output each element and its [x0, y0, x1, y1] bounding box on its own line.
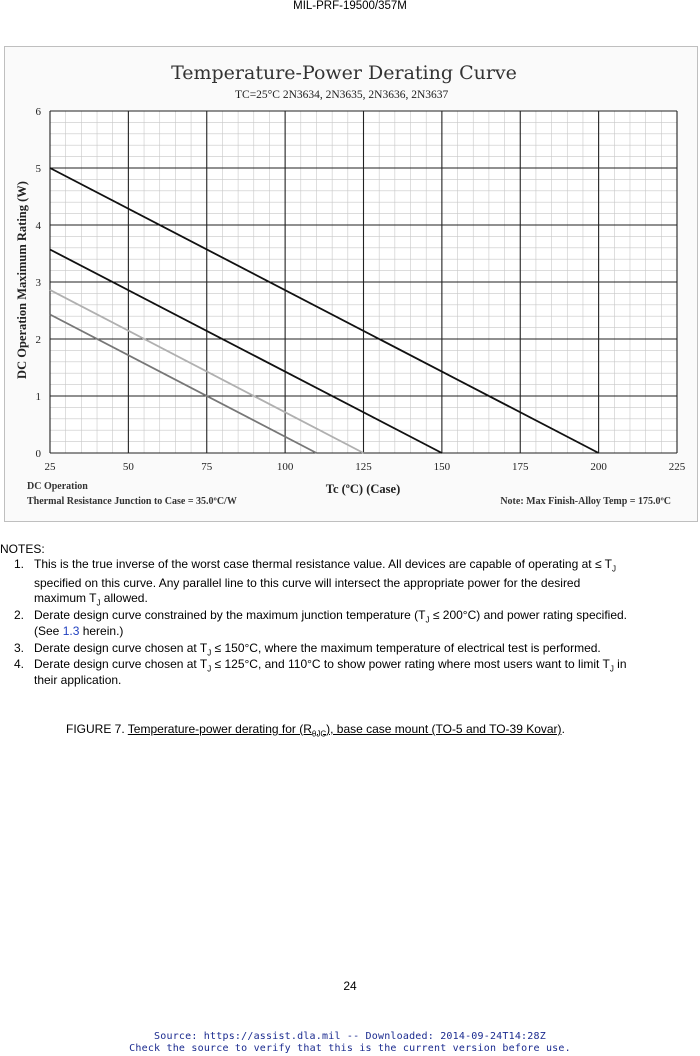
- x-tick-label: 100: [276, 461, 294, 473]
- note-1-line-2: specified on this curve. Any parallel line to this curve will intersect the appropriate power for the desired: [34, 576, 581, 590]
- note-4-line-1: Derate design curve chosen at $T_J \le 125^\circ C$, and 110°C to show power rating where most users want to limit $T_J$ in: [34, 657, 627, 674]
- y-tick-label: 0: [35, 448, 41, 460]
- note-4-line-2: their application.: [34, 673, 122, 687]
- note-2-line-2: (See 1.3 herein.): [34, 624, 124, 638]
- x-tick-label: 75: [201, 461, 213, 473]
- note-3-number: 3.: [14, 641, 25, 655]
- x-tick-label: 150: [433, 461, 451, 473]
- document-header: MIL-PRF-19500/357M: [293, 0, 407, 12]
- x-axis-label: Tc (ºC) (Case): [325, 482, 401, 496]
- figure-caption-title: Temperature-power derating for $(R_{\theta JC})$, base case mount (TO-5 and TO-39 Kovar): [127, 722, 562, 739]
- figure-caption: FIGURE 7. Temperature-power derating for $(R_{\theta JC})$, base case mount (TO-5 and TO-39 Kovar).: [66, 722, 565, 739]
- derating-chart: [4, 46, 698, 522]
- x-tick-label: 200: [590, 461, 607, 473]
- annotation-max-alloy-temp: Note: Max Finish-Alloy Temp = 175.0ºC: [500, 496, 671, 507]
- x-tick-label: 125: [355, 461, 372, 473]
- note-2-number: 2.: [14, 608, 25, 622]
- note-1-number: 1.: [14, 557, 25, 571]
- chart-subtitle: TC=25°C 2N3634, 2N3635, 2N3636, 2N3637: [235, 89, 449, 101]
- x-tick-label: 175: [512, 461, 529, 473]
- x-tick-label: 25: [44, 461, 56, 473]
- y-tick-label: 5: [35, 163, 41, 175]
- y-tick-label: 1: [35, 391, 41, 403]
- chart-canvas: [5, 47, 697, 521]
- note-2-line-1: Derate design curve constrained by the maximum junction temperature $(T_J \le 200^\circ C)$ and power rating specified.: [34, 608, 628, 625]
- y-axis-label: DC Operation Maximum Rating (W): [15, 181, 29, 379]
- y-tick-label: 2: [35, 334, 41, 346]
- chart-title: Temperature-Power Derating Curve: [171, 62, 517, 84]
- y-tick-label: 6: [35, 106, 41, 118]
- footer-verify-line: Check the source to verify that this is the current version before use.: [129, 1043, 571, 1054]
- annotation-thermal-resistance: Thermal Resistance Junction to Case = 35.0ºC/W: [27, 496, 237, 507]
- paragraph-1-3-link[interactable]: 1.3: [62, 624, 80, 638]
- y-tick-label: 4: [35, 220, 41, 232]
- x-tick-label: 50: [122, 461, 134, 473]
- notes-heading: NOTES:: [0, 542, 45, 556]
- y-tick-label: 3: [35, 277, 41, 289]
- footer-source-line: Source: https://assist.dla.mil -- Downloaded: 2014-09-24T14:28Z: [154, 1031, 546, 1042]
- note-1-line-1: This is the true inverse of the worst case thermal resistance value. All devices are capable of operating at ≤ $T_J$: [34, 557, 616, 574]
- note-3-line-1: Derate design curve chosen at $T_J \le 150^\circ C$, where the maximum temperature of electrical test is performed.: [34, 641, 601, 658]
- annotation-dc-operation: DC Operation: [27, 481, 88, 492]
- page-number: 24: [343, 979, 357, 993]
- x-tick-label: 225: [668, 461, 686, 473]
- note-1-line-3: maximum $T_J$ allowed.: [34, 591, 148, 608]
- note-4-number: 4.: [14, 657, 25, 671]
